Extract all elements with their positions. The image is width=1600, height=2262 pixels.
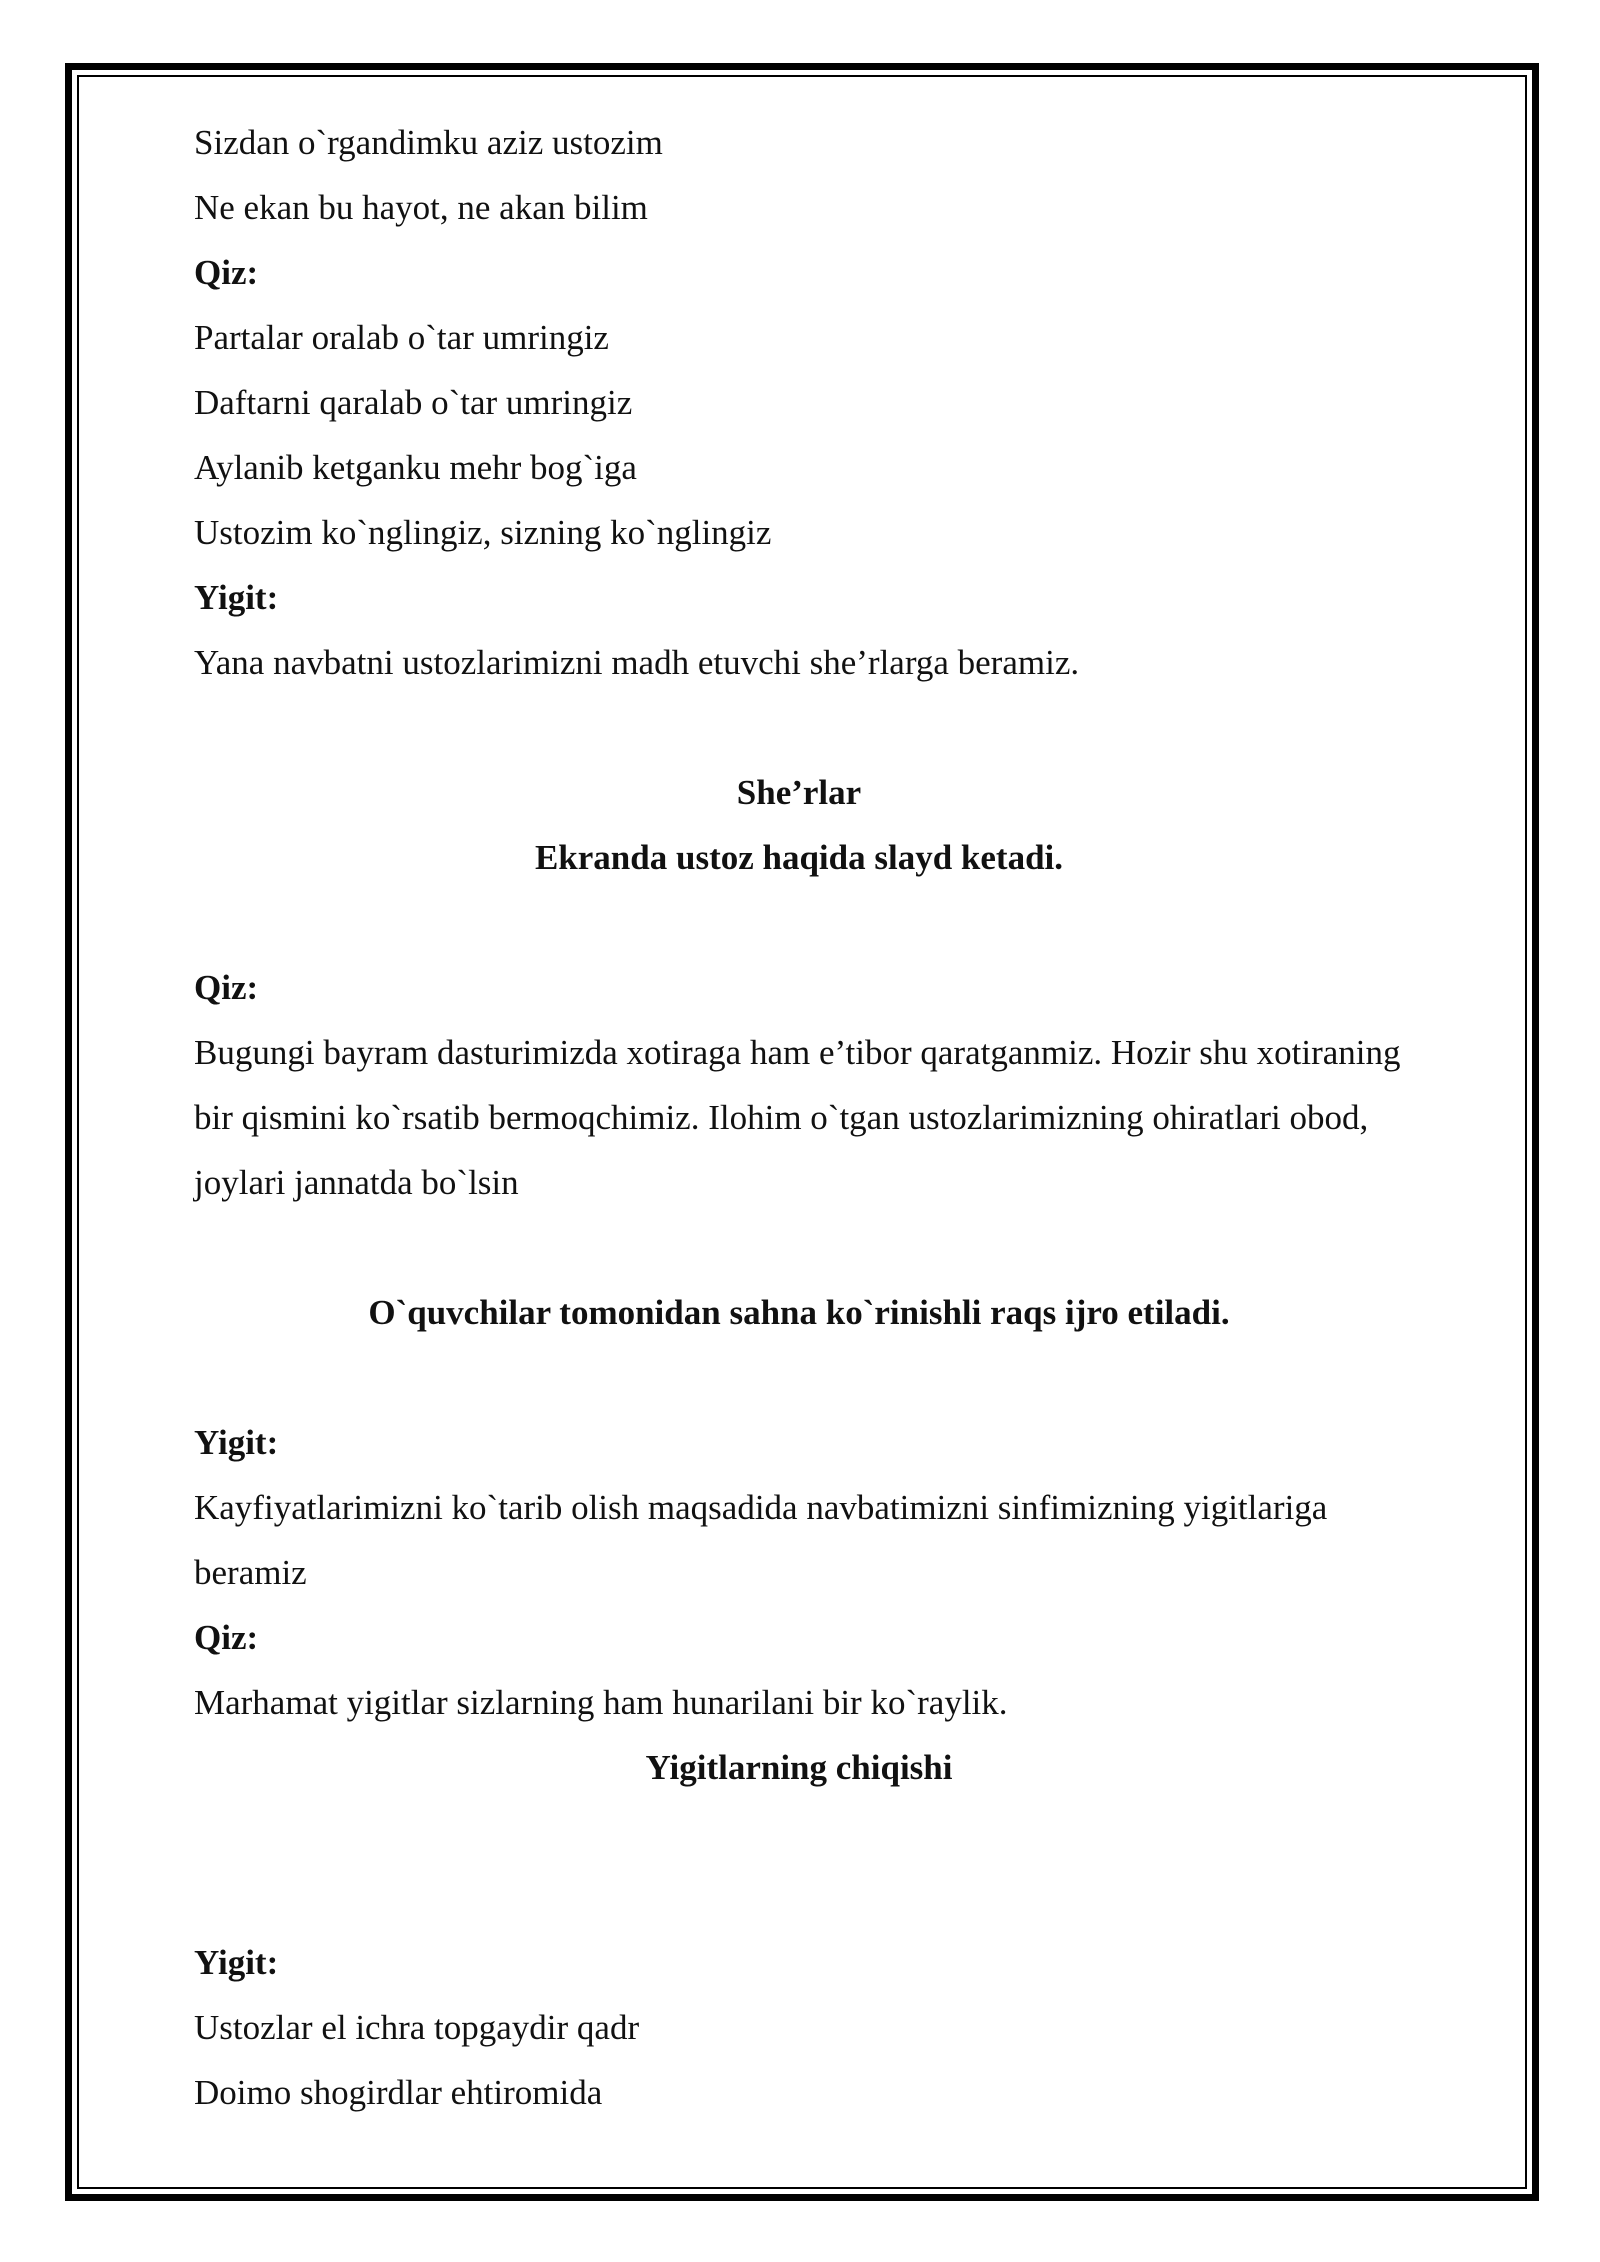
dialogue-paragraph: Bugungi bayram dasturimizda xotiraga ham e’tibor qaratganmiz. Hozir shu xotiraning bir qismini ko`rsatib bermoqchimiz. Ilohim o`tgan ustozlarimizning ohiratlari obod, joylari jannatda bo`lsin — [194, 1033, 1401, 1202]
verse-line: Doimo shogirdlar ehtiromida — [194, 2073, 603, 2112]
speaker-label: Yigit: — [194, 1943, 279, 1982]
speaker-label: Qiz: — [194, 1618, 259, 1657]
stage-direction: Ekranda ustoz haqida slayd ketadi. — [534, 838, 1064, 877]
spacer — [194, 1800, 1404, 1930]
document-body — [194, 110, 1404, 2125]
speaker-label: Yigit: — [194, 578, 279, 617]
verse-line: Ustozim ko`nglingiz, sizning ko`nglingiz — [194, 513, 772, 552]
spacer — [194, 695, 1404, 760]
verse-line: Ustozlar el ichra topgaydir qadr — [194, 2008, 640, 2047]
spacer — [194, 1345, 1404, 1410]
verse-line: Daftarni qaralab o`tar umringiz — [194, 383, 633, 422]
stage-direction: O`quvchilar tomonidan sahna ko`rinishli raqs ijro etiladi. — [368, 1293, 1230, 1332]
spacer — [194, 1215, 1404, 1280]
verse-line: Aylanib ketganku mehr bog`iga — [194, 448, 637, 487]
dialogue-line: Marhamat yigitlar sizlarning ham hunarilani bir ko`raylik. — [194, 1683, 1008, 1722]
spacer — [194, 890, 1404, 955]
speaker-label: Qiz: — [194, 253, 259, 292]
dialogue-paragraph: Kayfiyatlarimizni ko`tarib olish maqsadida navbatimizni sinfimizning yigitlariga beramiz — [194, 1488, 1328, 1592]
stage-direction: Yigitlarning chiqishi — [645, 1748, 953, 1787]
verse-line: Ne ekan bu hayot, ne akan bilim — [194, 188, 648, 227]
verse-line: Sizdan o`rgandimku aziz ustozim — [194, 123, 663, 162]
speaker-label: Yigit: — [194, 1423, 279, 1462]
verse-line: Partalar oralab o`tar umringiz — [194, 318, 609, 357]
speaker-label: Qiz: — [194, 968, 259, 1007]
section-heading: She’rlar — [736, 773, 862, 812]
dialogue-line: Yana navbatni ustozlarimizni madh etuvchi she’rlarga beramiz. — [194, 643, 1080, 682]
